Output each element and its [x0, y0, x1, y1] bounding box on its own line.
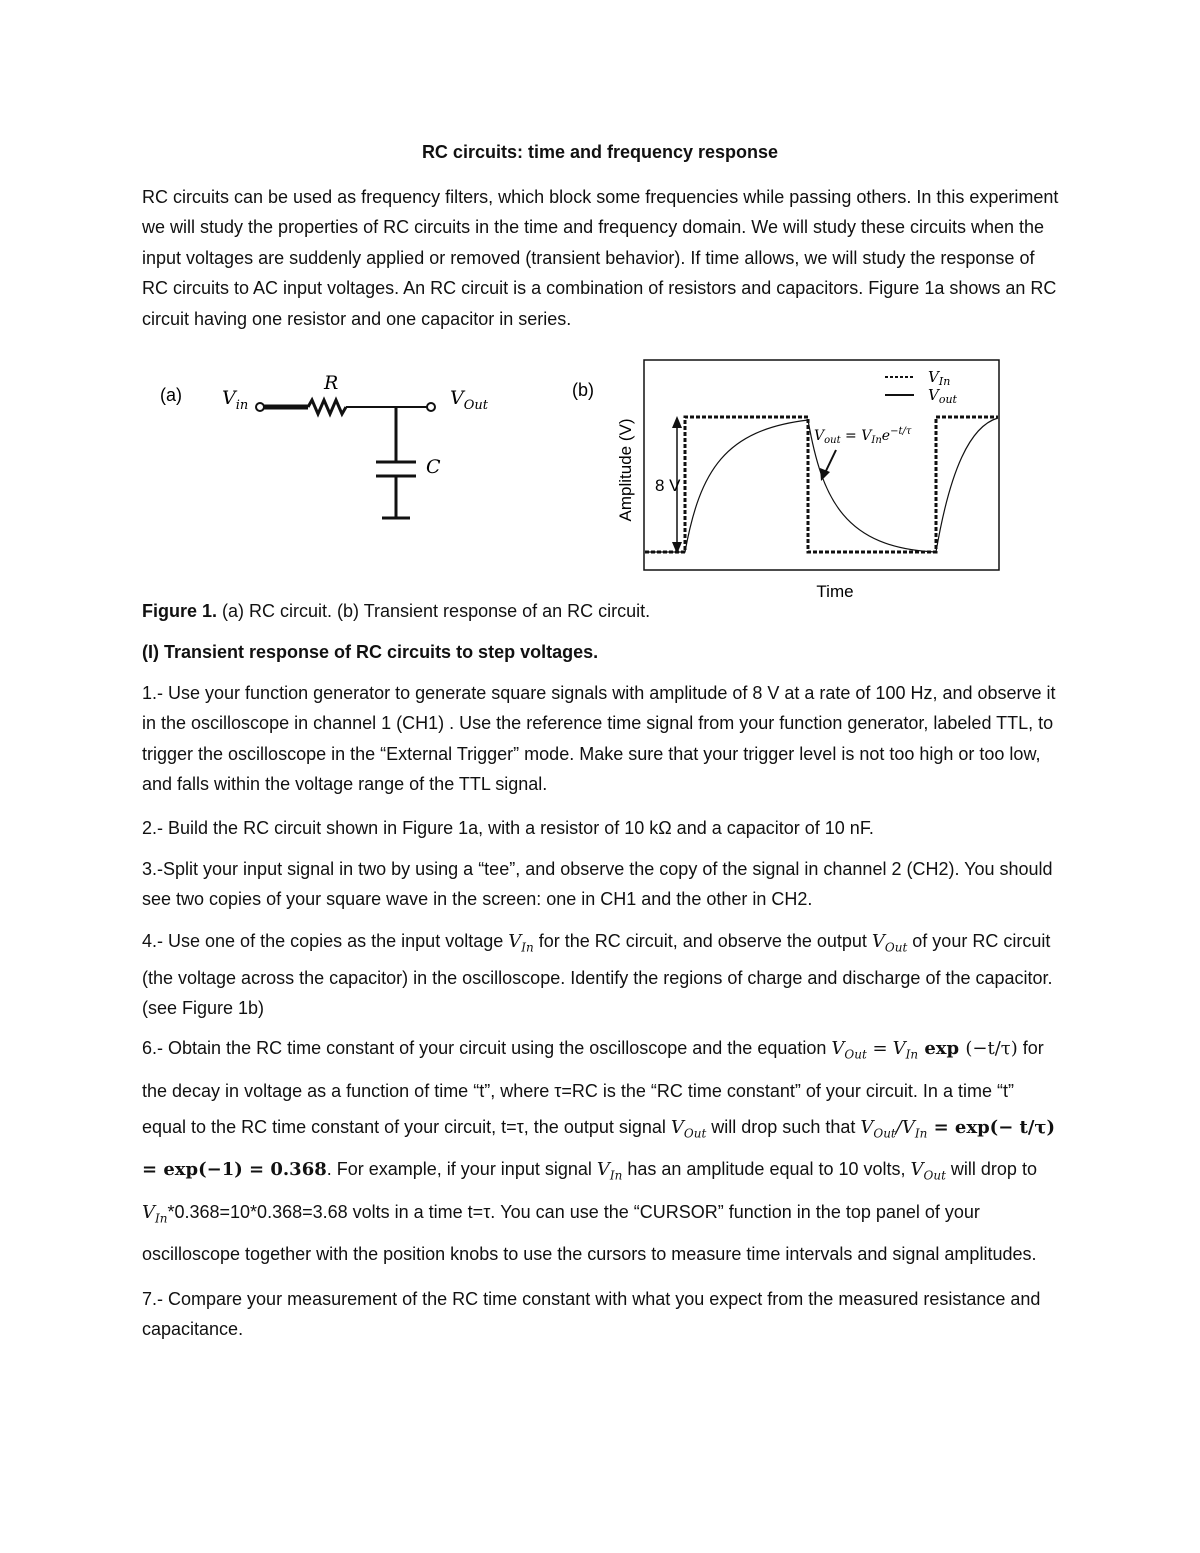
vin-terminal	[256, 403, 264, 411]
legend-vout-label: $V_{out}$	[928, 386, 957, 406]
step-6: 6.- Obtain the RC time constant of your circuit using the oscilloscope and the equation $V_{Out} = V_{In}$ exp (−t/τ) for the decay in voltage as a function of time “t”, where τ=RC is the “RC time constant” of your circuit. In a time “t” equal to the RC time constant of your circuit, t=τ, the output signal $V_{Out}$ will drop such that $V_{Out}/V_{In} = \exp(- t/\tau) = \exp(-1) = 0.368$. For example, if your input signal $V_{In}$ has an amplitude equal to 10 volts, $V_{Out}$ will drop to $V_{In}*0.368=10*0.368=3.68$ volts in a time t=τ. You can use the “CURSOR” function in the top panel of your oscilloscope together with the position knobs to use the cursors to measure time intervals and signal amplitudes.	[142, 1038, 1056, 1265]
section-heading: (I) Transient response of RC circuits to step voltages.	[142, 642, 599, 662]
figure-1a-circuit	[140, 360, 520, 540]
figure-caption: Figure 1. (a) RC circuit. (b) Transient response of an RC circuit.	[142, 601, 651, 621]
step-3: 3.-Split your input signal in two by using a “tee”, and observe the copy of the signal in channel 2 (CH2). You should see two copies of your square wave in the screen: one in CH1 and the other in CH2.	[142, 859, 1053, 910]
y-axis-label: Amplitude (V)	[616, 418, 635, 522]
document-title: RC circuits: time and frequency response	[421, 142, 779, 162]
decay-equation: $V_{out} = V_{In}e^{-t/\tau}$	[814, 426, 912, 446]
amplitude-label: 8 V	[655, 476, 681, 495]
step-2: 2.- Build the RC circuit shown in Figure 1a, with a resistor of 10 kΩ and a capacitor of 10 nF.	[142, 818, 874, 838]
capacitor-label: C	[426, 456, 441, 478]
step-4: 4.- Use one of the copies as the input voltage $V_{In}$ for the RC circuit, and observe the output $V_{Out}$ of your RC circuit (the voltage across the capacitor) in the oscilloscope. Identify the regions of charge and discharge of the capacitor. (see Figure 1b)	[142, 931, 1053, 1019]
x-axis-label: Time	[816, 582, 854, 601]
resistor-label: R	[324, 372, 339, 394]
legend-vin-label: $V_{In}$	[928, 368, 951, 388]
step-7: 7.- Compare your measurement of the RC time constant with what you expect from the measured resistance and capacitance.	[142, 1289, 1041, 1340]
panel-a-label: (a)	[160, 385, 182, 405]
panel-b-label: (b)	[572, 380, 594, 400]
vout-terminal	[427, 403, 435, 411]
plot-frame	[644, 360, 999, 570]
vin-label: $V_{in}$	[222, 387, 249, 413]
step-1: 1.- Use your function generator to generate square signals with amplitude of 8 V at a rate of 100 Hz, and observe it in the oscilloscope in channel 1 (CH1) . Use the reference time signal from your function generator, labeled TTL, to trigger the oscilloscope in the “External Trigger” mode. Make sure that your trigger level is not too high or too low, and falls within the voltage range of the TTL signal.	[142, 683, 1056, 795]
figure-1b-plot	[560, 350, 1020, 610]
resistor-symbol	[308, 400, 346, 414]
intro-paragraph: RC circuits can be used as frequency filters, which block some frequencies while passing others. In this experiment we will study the properties of RC circuits in the time and frequency domain. We will study these circuits when the input voltages are suddenly applied or removed (transient behavior). If time allows, we will study the response of RC circuits to AC input voltages. An RC circuit is a combination of resistors and capacitors. Figure 1a shows an RC circuit having one resistor and one capacitor in series.	[142, 187, 1059, 329]
vout-label: $V_{Out}$	[450, 387, 488, 413]
